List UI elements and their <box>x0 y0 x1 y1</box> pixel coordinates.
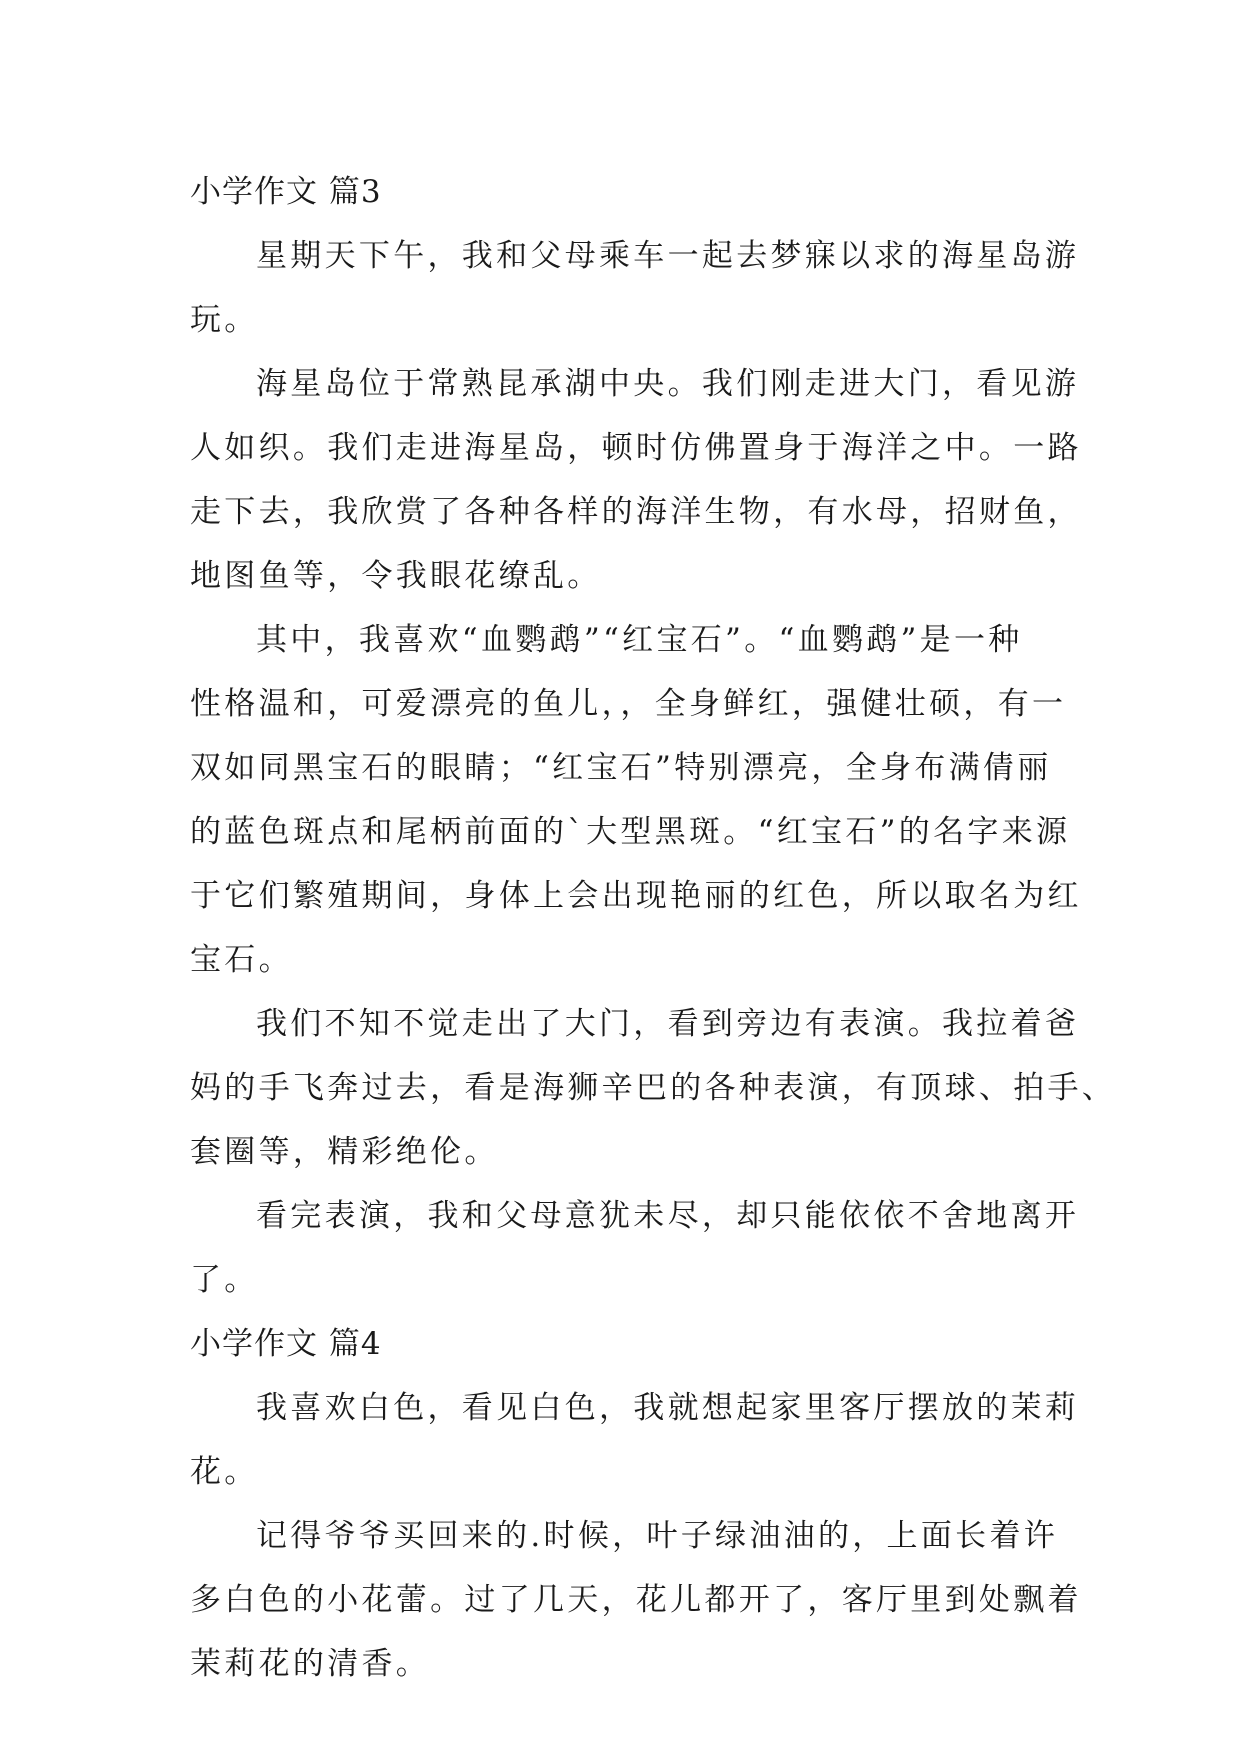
paragraph <box>190 608 1082 992</box>
section-heading: 小学作文 篇4 <box>190 1326 382 1362</box>
text-line: 多白色的小花蕾。过了几天，花儿都开了，客厅里到处飘着 <box>190 1582 1082 1618</box>
text-line: 其中，我喜欢“血鹦鹉”“红宝石”。“血鹦鹉”是一种 <box>256 622 1023 658</box>
paragraph <box>190 1504 1082 1696</box>
text-line: 了。 <box>190 1262 259 1298</box>
text-line: 地图鱼等，令我眼花缭乱。 <box>190 558 602 594</box>
text-line: 茉莉花的清香。 <box>190 1646 431 1682</box>
text-line: 星期天下午，我和父母乘车一起去梦寐以求的海星岛游 <box>256 238 1080 274</box>
text-line: 套圈等，精彩绝伦。 <box>190 1134 499 1170</box>
text-line: 花。 <box>190 1454 259 1490</box>
text-line: 妈的手飞奔过去，看是海狮辛巴的各种表演，有顶球、拍手、 <box>190 1070 1117 1106</box>
text-line: 人如织。我们走进海星岛，顿时仿佛置身于海洋之中。一路 <box>190 430 1082 466</box>
document-page <box>190 160 1117 1696</box>
text-line: 的蓝色斑点和尾柄前面的`大型黑斑。“红宝石”的名字来源 <box>190 814 1071 850</box>
text-line: 双如同黑宝石的眼睛；“红宝石”特别漂亮，全身布满倩丽 <box>190 750 1052 786</box>
paragraph <box>190 224 1080 352</box>
section-heading: 小学作文 篇3 <box>190 174 382 210</box>
text-line: 走下去，我欣赏了各种各样的海洋生物，有水母，招财鱼， <box>190 494 1082 530</box>
text-line: 宝石。 <box>190 942 293 978</box>
text-line: 我们不知不觉走出了大门，看到旁边有表演。我拉着爸 <box>256 1006 1080 1042</box>
paragraph <box>190 992 1117 1184</box>
text-line: 记得爷爷买回来的.时候，叶子绿油油的，上面长着许 <box>256 1518 1059 1554</box>
paragraph <box>190 352 1082 608</box>
text-line: 玩。 <box>190 302 259 338</box>
text-line: 性格温和，可爱漂亮的鱼儿，，全身鲜红，强健壮硕，有一 <box>190 686 1067 722</box>
paragraph <box>190 1184 1080 1312</box>
text-line: 看完表演，我和父母意犹未尽，却只能依依不舍地离开 <box>256 1198 1080 1234</box>
text-line: 我喜欢白色，看见白色，我就想起家里客厅摆放的茉莉 <box>256 1390 1080 1426</box>
text-line: 海星岛位于常熟昆承湖中央。我们刚走进大门，看见游 <box>256 366 1080 402</box>
text-line: 于它们繁殖期间，身体上会出现艳丽的红色，所以取名为红 <box>190 878 1082 914</box>
paragraph <box>190 1376 1080 1504</box>
